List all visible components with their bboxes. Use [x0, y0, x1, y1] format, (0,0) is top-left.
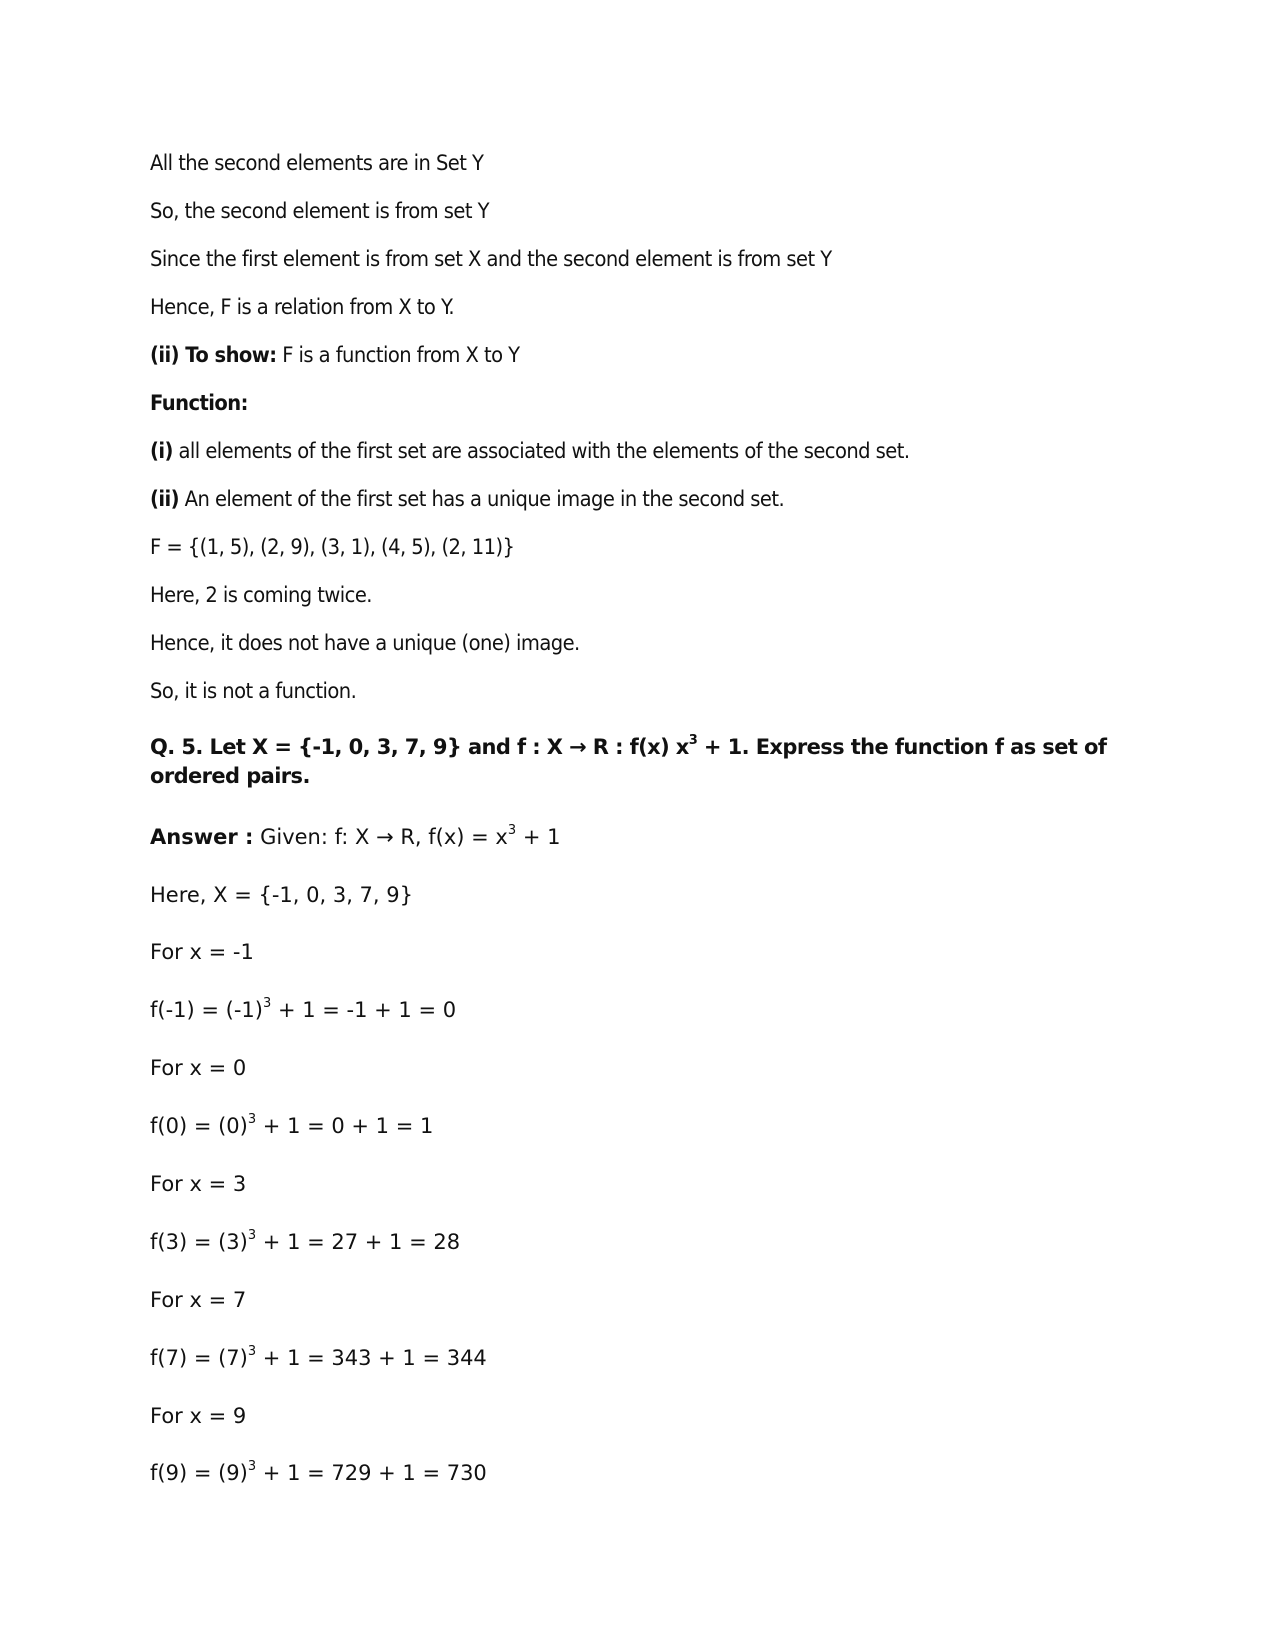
case-line: For x = 9	[150, 1404, 247, 1428]
computation-line: $f(7) = (7)^3 + 1 = 343 + 1 = 344$	[150, 1344, 487, 1370]
answer-given-line: Answer : Given: f: X → R, $f(x) = x^3 + 1$	[150, 823, 561, 849]
domain-line: Here, X = {-1, 0, 3, 7, 9}	[150, 883, 413, 907]
relation-set-line: F = {(1, 5), (2, 9), (3, 1), (4, 5), (2, 11)}	[150, 535, 515, 559]
text-line: Since the first element is from set X and the second element is from set Y	[150, 247, 832, 271]
to-show-line: (ii) To show: F is a function from X to Y	[150, 343, 520, 367]
function-label: Function:	[150, 391, 248, 415]
function-heading	[150, 389, 248, 417]
conclusion-line: So, it is not a function.	[150, 679, 357, 703]
case-line: For x = 7	[150, 1288, 247, 1312]
condition-ii-line: (ii) An element of the first set has a unique image in the second set.	[150, 487, 785, 511]
answer-label: Answer :	[150, 825, 254, 849]
computation-line: $f(0) = (0)^3 + 1 = 0 + 1 = 1$	[150, 1112, 434, 1138]
computation-line: $f(-1) = (-1)^3 + 1 = -1 + 1 = 0$	[150, 996, 457, 1022]
text-line: All the second elements are in Set Y	[150, 151, 484, 175]
question-5-heading: Q. 5. Let X = {-1, 0, 3, 7, 9} and f : X → R : f(x) $x^3 + 1$. Express the function f as set of ordered pairs.	[150, 733, 1107, 788]
text-line: So, the second element is from set Y	[150, 199, 489, 223]
text-line: Hence, F is a relation from X to Y.	[150, 295, 455, 319]
text-line: Here, 2 is coming twice.	[150, 583, 372, 607]
case-line: For x = 3	[150, 1172, 247, 1196]
computation-line: $f(3) = (3)^3 + 1 = 27 + 1 = 28$	[150, 1228, 461, 1254]
case-line: For x = -1	[150, 940, 254, 964]
to-show-label: (ii) To show:	[150, 343, 277, 367]
text-line: Hence, it does not have a unique (one) image.	[150, 631, 580, 655]
computation-line: $f(9) = (9)^3 + 1 = 729 + 1 = 730$	[150, 1459, 487, 1485]
condition-ii-label: (ii)	[150, 487, 180, 511]
condition-i-label: (i)	[150, 439, 173, 463]
case-line: For x = 0	[150, 1056, 247, 1080]
condition-i-line: (i) all elements of the first set are associated with the elements of the second set.	[150, 439, 910, 463]
